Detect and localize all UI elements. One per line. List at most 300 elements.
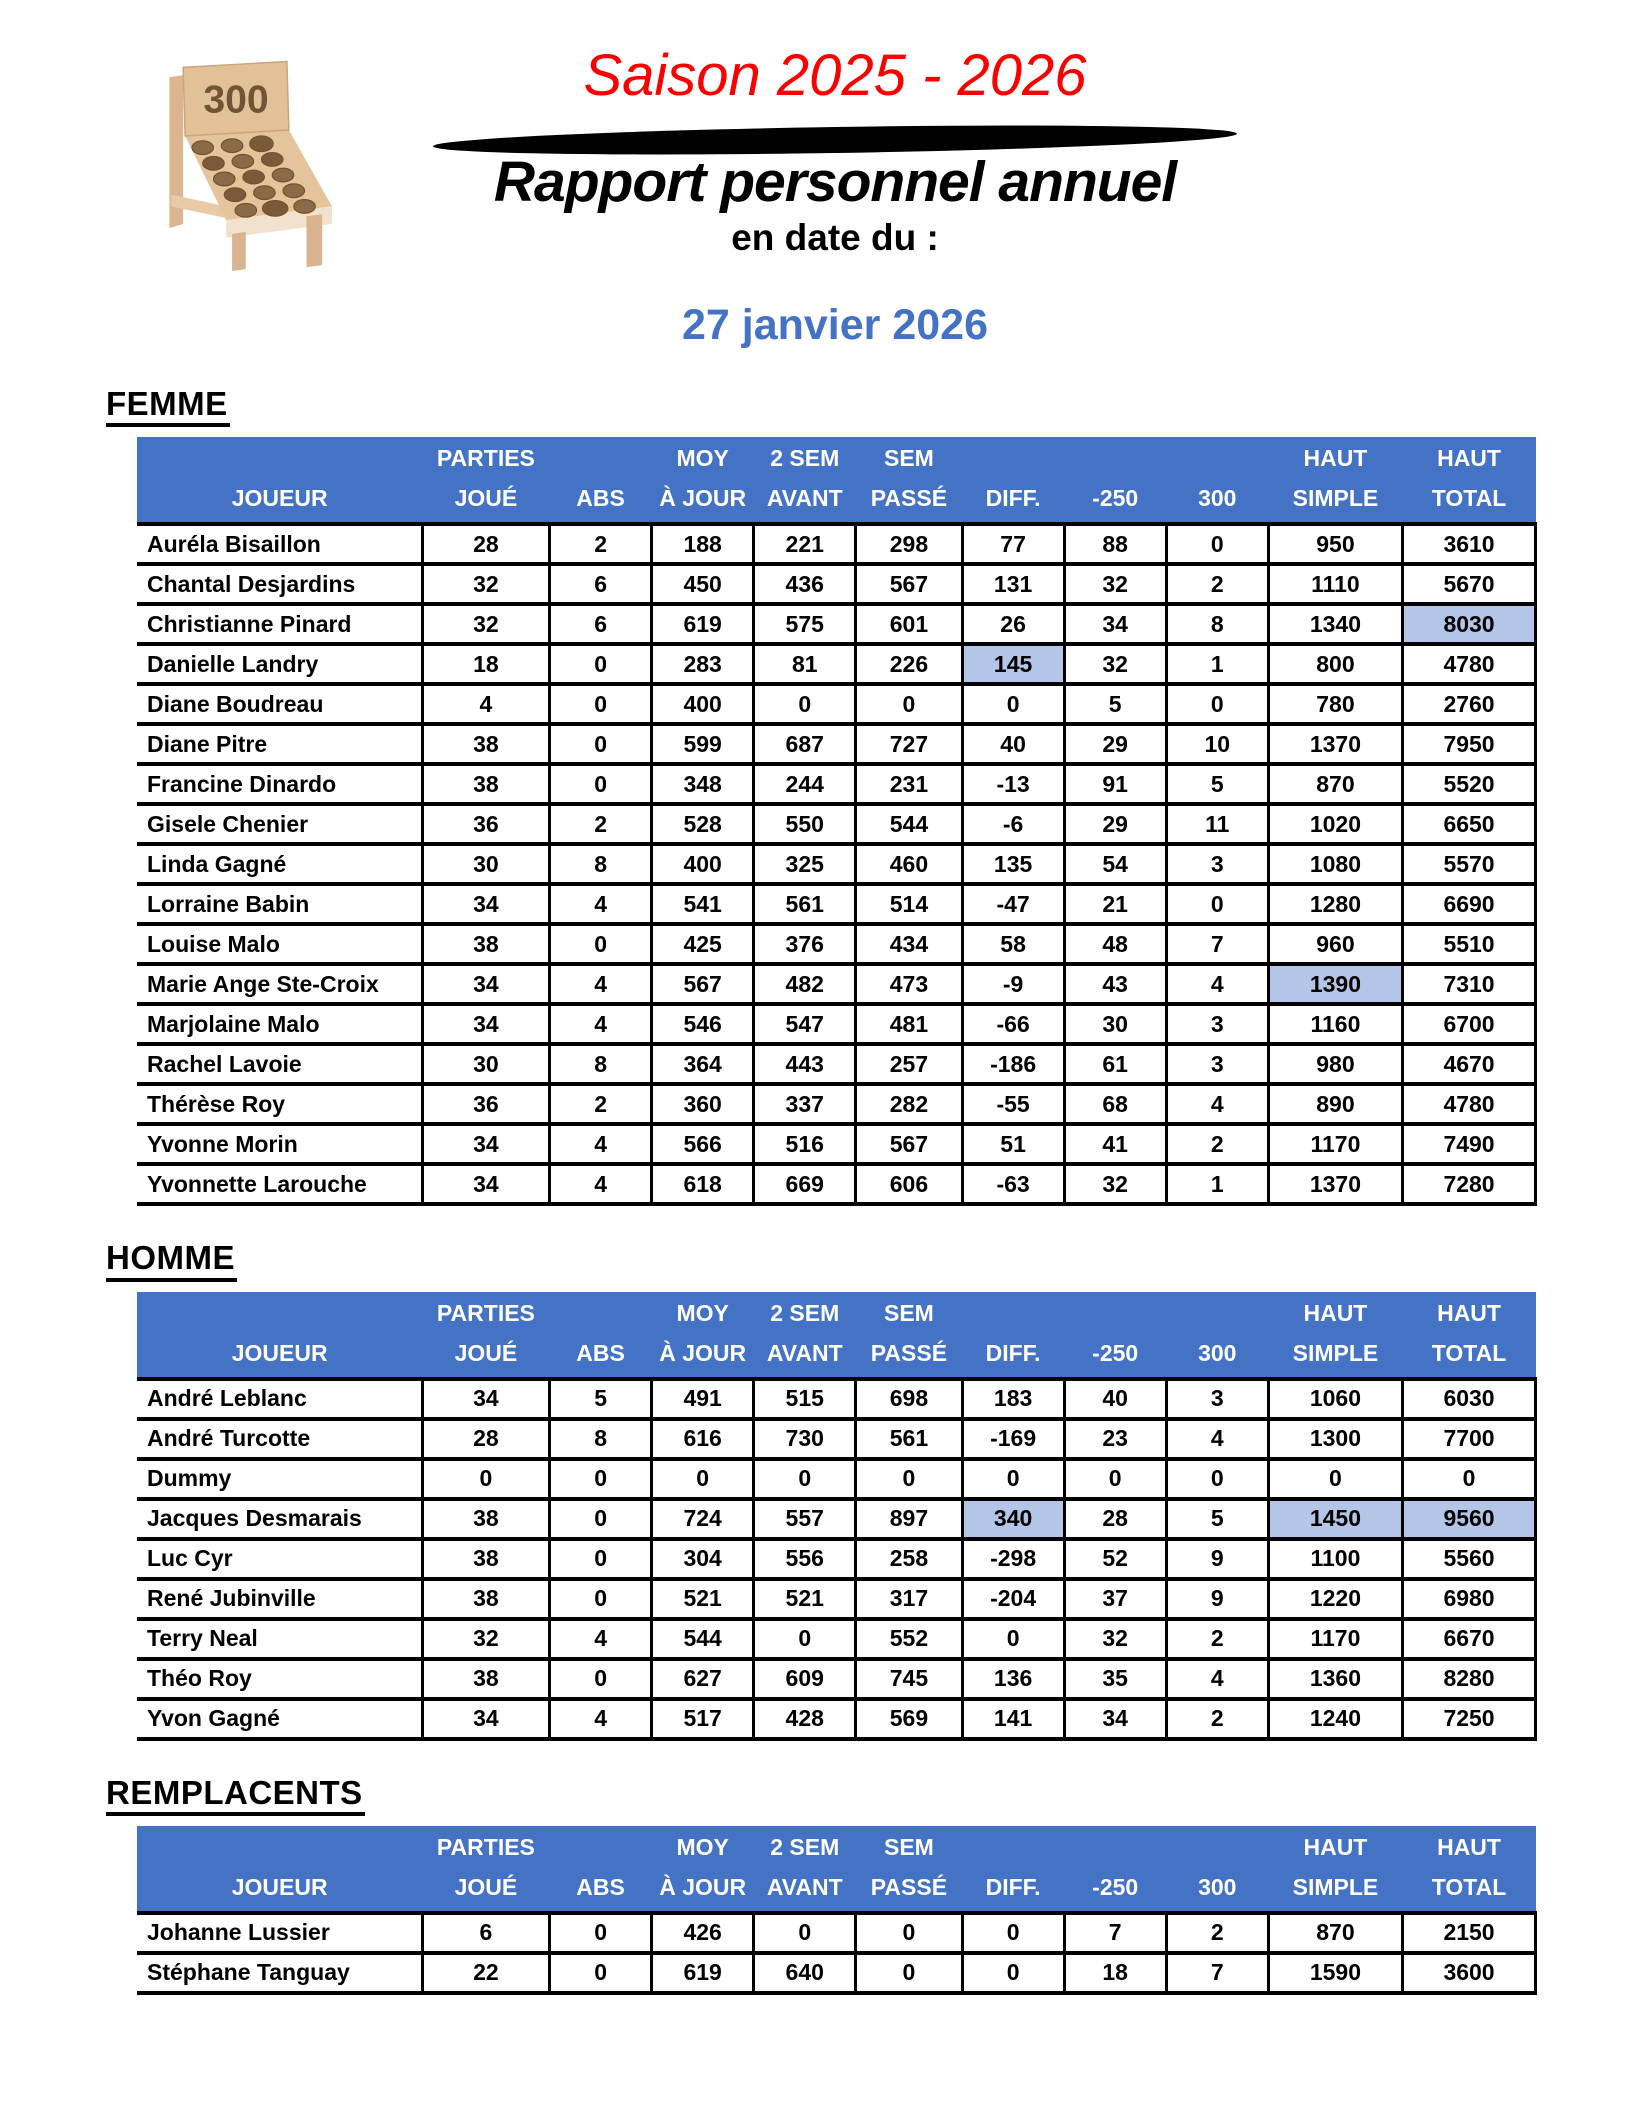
table-row: [137, 604, 1536, 644]
stat-cell: 32: [1064, 644, 1166, 684]
stat-cell: 640: [754, 1953, 856, 1993]
stat-cell: 0: [754, 1619, 856, 1659]
column-header: HAUT SIMPLE: [1268, 1292, 1402, 1379]
stat-cell: 561: [856, 1419, 962, 1459]
stat-cell: 425: [652, 924, 754, 964]
column-header: PARTIES JOUÉ: [422, 1826, 549, 1913]
stat-cell: 4: [550, 964, 652, 1004]
stat-cell: 360: [652, 1084, 754, 1124]
column-header: HAUT TOTAL: [1403, 1292, 1536, 1379]
table-row: [137, 1004, 1536, 1044]
stat-cell: 1: [1166, 644, 1268, 684]
stat-cell: 2: [550, 524, 652, 564]
stat-cell: 257: [856, 1044, 962, 1084]
stat-cell: 1080: [1268, 844, 1402, 884]
column-header: -250: [1064, 437, 1166, 524]
stat-cell: 4: [422, 684, 549, 724]
stat-cell: 426: [652, 1913, 754, 1953]
stat-cell: 2: [1166, 1699, 1268, 1739]
stat-cell: 38: [422, 724, 549, 764]
stat-cell: 36: [422, 804, 549, 844]
stat-cell: -9: [962, 964, 1064, 1004]
stat-cell: 780: [1268, 684, 1402, 724]
stat-cell: 26: [962, 604, 1064, 644]
stat-cell: 0: [754, 684, 856, 724]
stat-cell: 5520: [1403, 764, 1536, 804]
stat-cell: 609: [754, 1659, 856, 1699]
stat-cell: 550: [754, 804, 856, 844]
stat-cell: 9: [1166, 1539, 1268, 1579]
stat-cell: 0: [856, 1459, 962, 1499]
player-name-cell: Lorraine Babin: [137, 884, 422, 924]
stat-cell: 7700: [1403, 1419, 1536, 1459]
stat-cell: 34: [1064, 604, 1166, 644]
stat-cell: 7250: [1403, 1699, 1536, 1739]
stat-cell: 34: [422, 1699, 549, 1739]
stat-cell: 627: [652, 1659, 754, 1699]
stat-cell: 1590: [1268, 1953, 1402, 1993]
stat-cell: 298: [856, 524, 962, 564]
stats-table: [137, 1292, 1537, 1741]
column-header: 2 SEM AVANT: [754, 437, 856, 524]
stats-section: [0, 1240, 1632, 1740]
stat-cell: 897: [856, 1499, 962, 1539]
stat-cell: 730: [754, 1419, 856, 1459]
stat-cell: 5570: [1403, 844, 1536, 884]
stat-cell: 32: [422, 564, 549, 604]
stat-cell: 34: [1064, 1699, 1166, 1739]
stat-cell: 669: [754, 1164, 856, 1204]
stat-cell: 4: [1166, 1084, 1268, 1124]
stat-cell: 8: [550, 1419, 652, 1459]
stat-cell: 528: [652, 804, 754, 844]
report-title: Rapport personnel annuel: [493, 149, 1177, 214]
column-header: 300: [1166, 1826, 1268, 1913]
table-row: [137, 924, 1536, 964]
stat-cell: 443: [754, 1044, 856, 1084]
stat-cell: 2760: [1403, 684, 1536, 724]
player-name-cell: Dummy: [137, 1459, 422, 1499]
stat-cell: 0: [1166, 684, 1268, 724]
stat-cell: 5: [1166, 1499, 1268, 1539]
stat-cell: 81: [754, 644, 856, 684]
stat-cell: 4: [550, 884, 652, 924]
stat-cell: 1360: [1268, 1659, 1402, 1699]
player-name-cell: Linda Gagné: [137, 844, 422, 884]
stat-cell: 37: [1064, 1579, 1166, 1619]
stat-cell: 3: [1166, 1004, 1268, 1044]
stat-cell: -186: [962, 1044, 1064, 1084]
stat-cell: 0: [550, 924, 652, 964]
stat-cell: 0: [550, 684, 652, 724]
table-row: [137, 1659, 1536, 1699]
stat-cell: 283: [652, 644, 754, 684]
stat-cell: 5: [1064, 684, 1166, 724]
stat-cell: 4: [550, 1699, 652, 1739]
stat-cell: 1450: [1268, 1499, 1402, 1539]
table-row: [137, 1913, 1536, 1953]
player-name-cell: Luc Cyr: [137, 1539, 422, 1579]
stats-table: [137, 437, 1537, 1206]
player-name-cell: Stéphane Tanguay: [137, 1953, 422, 1993]
stat-cell: 521: [652, 1579, 754, 1619]
stat-cell: 0: [550, 1539, 652, 1579]
column-header: ABS: [550, 1292, 652, 1379]
player-name-cell: Francine Dinardo: [137, 764, 422, 804]
column-header: MOY À JOUR: [652, 1292, 754, 1379]
stat-cell: 6: [550, 564, 652, 604]
stat-cell: 4: [550, 1164, 652, 1204]
stat-cell: 28: [422, 524, 549, 564]
player-name-cell: Louise Malo: [137, 924, 422, 964]
stat-cell: 7: [1166, 1953, 1268, 1993]
stat-cell: 0: [550, 724, 652, 764]
stat-cell: 4: [550, 1619, 652, 1659]
stat-cell: 9: [1166, 1579, 1268, 1619]
player-name-cell: Diane Pitre: [137, 724, 422, 764]
stat-cell: 4: [1166, 964, 1268, 1004]
stat-cell: 0: [962, 1619, 1064, 1659]
player-name-cell: Marie Ange Ste-Croix: [137, 964, 422, 1004]
column-header: MOY À JOUR: [652, 1826, 754, 1913]
stat-cell: 40: [962, 724, 1064, 764]
stat-cell: 3600: [1403, 1953, 1536, 1993]
table-row: [137, 1699, 1536, 1739]
stat-cell: 35: [1064, 1659, 1166, 1699]
column-header: SEM PASSÉ: [856, 1292, 962, 1379]
stat-cell: 541: [652, 884, 754, 924]
stat-cell: 601: [856, 604, 962, 644]
stat-cell: 436: [754, 564, 856, 604]
stat-cell: 0: [1403, 1459, 1536, 1499]
stat-cell: 1060: [1268, 1379, 1402, 1419]
stat-cell: 6700: [1403, 1004, 1536, 1044]
stat-cell: 244: [754, 764, 856, 804]
stat-cell: 43: [1064, 964, 1166, 1004]
stat-cell: -47: [962, 884, 1064, 924]
stat-cell: 8280: [1403, 1659, 1536, 1699]
stat-cell: 460: [856, 844, 962, 884]
stat-cell: 34: [422, 964, 549, 1004]
stat-cell: 3: [1166, 844, 1268, 884]
stat-cell: -55: [962, 1084, 1064, 1124]
stat-cell: 7490: [1403, 1124, 1536, 1164]
stat-cell: 6690: [1403, 884, 1536, 924]
stat-cell: 724: [652, 1499, 754, 1539]
table-row: [137, 1953, 1536, 1993]
stats-section: [0, 386, 1632, 1206]
table-row: [137, 844, 1536, 884]
stat-cell: 68: [1064, 1084, 1166, 1124]
stat-cell: 950: [1268, 524, 1402, 564]
stat-cell: 10: [1166, 724, 1268, 764]
stat-cell: 1240: [1268, 1699, 1402, 1739]
stat-cell: 38: [422, 1579, 549, 1619]
stat-cell: 516: [754, 1124, 856, 1164]
stat-cell: 5: [550, 1379, 652, 1419]
stat-cell: 29: [1064, 804, 1166, 844]
stat-cell: 28: [1064, 1499, 1166, 1539]
stat-cell: 0: [1268, 1459, 1402, 1499]
table-row: [137, 684, 1536, 724]
stat-cell: 514: [856, 884, 962, 924]
stat-cell: 4: [1166, 1419, 1268, 1459]
stat-cell: 34: [422, 884, 549, 924]
stat-cell: 0: [550, 1459, 652, 1499]
stat-cell: 5510: [1403, 924, 1536, 964]
table-row: [137, 524, 1536, 564]
column-header: DIFF.: [962, 437, 1064, 524]
stat-cell: 376: [754, 924, 856, 964]
stat-cell: 618: [652, 1164, 754, 1204]
column-header: HAUT SIMPLE: [1268, 1826, 1402, 1913]
stat-cell: 91: [1064, 764, 1166, 804]
stat-cell: 450: [652, 564, 754, 604]
stat-cell: 575: [754, 604, 856, 644]
table-row: [137, 1539, 1536, 1579]
stat-cell: 183: [962, 1379, 1064, 1419]
stat-cell: 1020: [1268, 804, 1402, 844]
stat-cell: 4: [550, 1004, 652, 1044]
stat-cell: 29: [1064, 724, 1166, 764]
stat-cell: 6030: [1403, 1379, 1536, 1419]
stat-cell: 340: [962, 1499, 1064, 1539]
stat-cell: 34: [422, 1004, 549, 1044]
stat-cell: 556: [754, 1539, 856, 1579]
stat-cell: 0: [962, 1913, 1064, 1953]
stat-cell: 0: [1166, 1459, 1268, 1499]
stat-cell: 304: [652, 1539, 754, 1579]
stat-cell: 544: [856, 804, 962, 844]
stat-cell: 4780: [1403, 1084, 1536, 1124]
column-header: PARTIES JOUÉ: [422, 437, 549, 524]
stat-cell: 0: [550, 644, 652, 684]
column-header: SEM PASSÉ: [856, 1826, 962, 1913]
stat-cell: 0: [1166, 884, 1268, 924]
stat-cell: 5560: [1403, 1539, 1536, 1579]
column-header: JOUEUR: [137, 1292, 422, 1379]
table-row: [137, 1164, 1536, 1204]
stat-cell: 41: [1064, 1124, 1166, 1164]
stat-cell: 544: [652, 1619, 754, 1659]
column-header: JOUEUR: [137, 1826, 422, 1913]
stat-cell: 517: [652, 1699, 754, 1739]
stat-cell: 8030: [1403, 604, 1536, 644]
stat-cell: 2: [1166, 564, 1268, 604]
stat-cell: 8: [1166, 604, 1268, 644]
stat-cell: 38: [422, 1499, 549, 1539]
column-header: 300: [1166, 437, 1268, 524]
stat-cell: 552: [856, 1619, 962, 1659]
table-row: [137, 964, 1536, 1004]
stat-cell: 2: [1166, 1913, 1268, 1953]
column-header: ABS: [550, 437, 652, 524]
table-row: [137, 1419, 1536, 1459]
section-title-homme: HOMME: [106, 1240, 237, 1281]
stat-cell: 800: [1268, 644, 1402, 684]
stat-cell: 7310: [1403, 964, 1536, 1004]
table-row: [137, 644, 1536, 684]
stat-cell: 727: [856, 724, 962, 764]
stat-cell: 34: [422, 1164, 549, 1204]
column-header: HAUT TOTAL: [1403, 437, 1536, 524]
stat-cell: 0: [962, 1953, 1064, 1993]
table-row: [137, 1459, 1536, 1499]
stat-cell: 6650: [1403, 804, 1536, 844]
logo-number: 300: [203, 78, 269, 122]
stat-cell: 521: [754, 1579, 856, 1619]
stat-cell: 1280: [1268, 884, 1402, 924]
stat-cell: 58: [962, 924, 1064, 964]
stat-cell: 258: [856, 1539, 962, 1579]
table-row: [137, 1619, 1536, 1659]
stat-cell: 36: [422, 1084, 549, 1124]
table-row: [137, 1084, 1536, 1124]
stat-cell: 3: [1166, 1044, 1268, 1084]
table-row: [137, 804, 1536, 844]
season-title: Saison 2025 - 2026: [583, 43, 1087, 108]
stat-cell: 282: [856, 1084, 962, 1124]
game-board-logo-image: [136, 38, 336, 273]
stat-cell: 22: [422, 1953, 549, 1993]
stat-cell: 141: [962, 1699, 1064, 1739]
stat-cell: 8: [550, 844, 652, 884]
stat-cell: 1340: [1268, 604, 1402, 644]
player-name-cell: Danielle Landry: [137, 644, 422, 684]
table-row: [137, 764, 1536, 804]
stat-cell: 566: [652, 1124, 754, 1164]
stat-cell: 77: [962, 524, 1064, 564]
player-name-cell: Théo Roy: [137, 1659, 422, 1699]
stat-cell: 619: [652, 1953, 754, 1993]
stat-cell: 30: [422, 844, 549, 884]
stat-cell: 400: [652, 844, 754, 884]
column-header: 300: [1166, 1292, 1268, 1379]
stat-cell: 30: [422, 1044, 549, 1084]
stat-cell: 32: [422, 604, 549, 644]
stat-cell: 21: [1064, 884, 1166, 924]
stat-cell: 32: [422, 1619, 549, 1659]
player-name-cell: Chantal Desjardins: [137, 564, 422, 604]
stat-cell: 11: [1166, 804, 1268, 844]
stat-cell: 28: [422, 1419, 549, 1459]
stat-cell: 870: [1268, 1913, 1402, 1953]
stat-cell: 0: [1064, 1459, 1166, 1499]
stat-cell: 1110: [1268, 564, 1402, 604]
stat-cell: 136: [962, 1659, 1064, 1699]
column-header: ABS: [550, 1826, 652, 1913]
stat-cell: 38: [422, 1539, 549, 1579]
player-name-cell: Thérèse Roy: [137, 1084, 422, 1124]
player-name-cell: André Turcotte: [137, 1419, 422, 1459]
stat-cell: 231: [856, 764, 962, 804]
stat-cell: 5670: [1403, 564, 1536, 604]
stat-cell: 88: [1064, 524, 1166, 564]
stat-cell: 34: [422, 1379, 549, 1419]
stat-cell: 135: [962, 844, 1064, 884]
column-header: 2 SEM AVANT: [754, 1826, 856, 1913]
stat-cell: 0: [754, 1459, 856, 1499]
stat-cell: 687: [754, 724, 856, 764]
stat-cell: 569: [856, 1699, 962, 1739]
stats-section: [0, 1775, 1632, 1995]
table-row: [137, 724, 1536, 764]
stat-cell: 1220: [1268, 1579, 1402, 1619]
stat-cell: 515: [754, 1379, 856, 1419]
stat-cell: 482: [754, 964, 856, 1004]
column-header: DIFF.: [962, 1292, 1064, 1379]
stat-cell: 51: [962, 1124, 1064, 1164]
stat-cell: 0: [962, 684, 1064, 724]
column-header: -250: [1064, 1292, 1166, 1379]
player-name-cell: Yvon Gagné: [137, 1699, 422, 1739]
stat-cell: 18: [422, 644, 549, 684]
player-name-cell: Johanne Lussier: [137, 1913, 422, 1953]
column-header: 2 SEM AVANT: [754, 1292, 856, 1379]
stat-cell: 317: [856, 1579, 962, 1619]
stat-cell: 7: [1166, 924, 1268, 964]
stat-cell: 1160: [1268, 1004, 1402, 1044]
player-name-cell: Diane Boudreau: [137, 684, 422, 724]
player-name-cell: Yvonne Morin: [137, 1124, 422, 1164]
player-name-cell: André Leblanc: [137, 1379, 422, 1419]
stat-cell: -66: [962, 1004, 1064, 1044]
stat-cell: 1370: [1268, 724, 1402, 764]
stat-cell: 1170: [1268, 1619, 1402, 1659]
stat-cell: 4: [1166, 1659, 1268, 1699]
stat-cell: 3: [1166, 1379, 1268, 1419]
section-title-femme: FEMME: [106, 386, 230, 427]
stat-cell: 32: [1064, 1619, 1166, 1659]
stat-cell: 546: [652, 1004, 754, 1044]
column-header: MOY À JOUR: [652, 437, 754, 524]
stat-cell: 0: [652, 1459, 754, 1499]
stat-cell: -6: [962, 804, 1064, 844]
stat-cell: -204: [962, 1579, 1064, 1619]
stat-cell: 745: [856, 1659, 962, 1699]
stat-cell: 0: [962, 1459, 1064, 1499]
stat-cell: 0: [856, 1913, 962, 1953]
stat-cell: 567: [856, 564, 962, 604]
stat-cell: 557: [754, 1499, 856, 1539]
stat-cell: 38: [422, 924, 549, 964]
stat-cell: 3610: [1403, 524, 1536, 564]
player-name-cell: Christianne Pinard: [137, 604, 422, 644]
stat-cell: 7: [1064, 1913, 1166, 1953]
stat-cell: 606: [856, 1164, 962, 1204]
column-header: JOUEUR: [137, 437, 422, 524]
stat-cell: 434: [856, 924, 962, 964]
stat-cell: 38: [422, 764, 549, 804]
stat-cell: 131: [962, 564, 1064, 604]
player-name-cell: Rachel Lavoie: [137, 1044, 422, 1084]
stat-cell: 4780: [1403, 644, 1536, 684]
column-header: PARTIES JOUÉ: [422, 1292, 549, 1379]
date-label: en date du :: [731, 216, 939, 258]
stat-cell: 54: [1064, 844, 1166, 884]
stat-cell: 6980: [1403, 1579, 1536, 1619]
column-header: SEM PASSÉ: [856, 437, 962, 524]
stat-cell: 7280: [1403, 1164, 1536, 1204]
stat-cell: 364: [652, 1044, 754, 1084]
stat-cell: 491: [652, 1379, 754, 1419]
stat-cell: 1390: [1268, 964, 1402, 1004]
table-row: [137, 884, 1536, 924]
stat-cell: 0: [754, 1913, 856, 1953]
stat-cell: 61: [1064, 1044, 1166, 1084]
stat-cell: 890: [1268, 1084, 1402, 1124]
stat-cell: -13: [962, 764, 1064, 804]
